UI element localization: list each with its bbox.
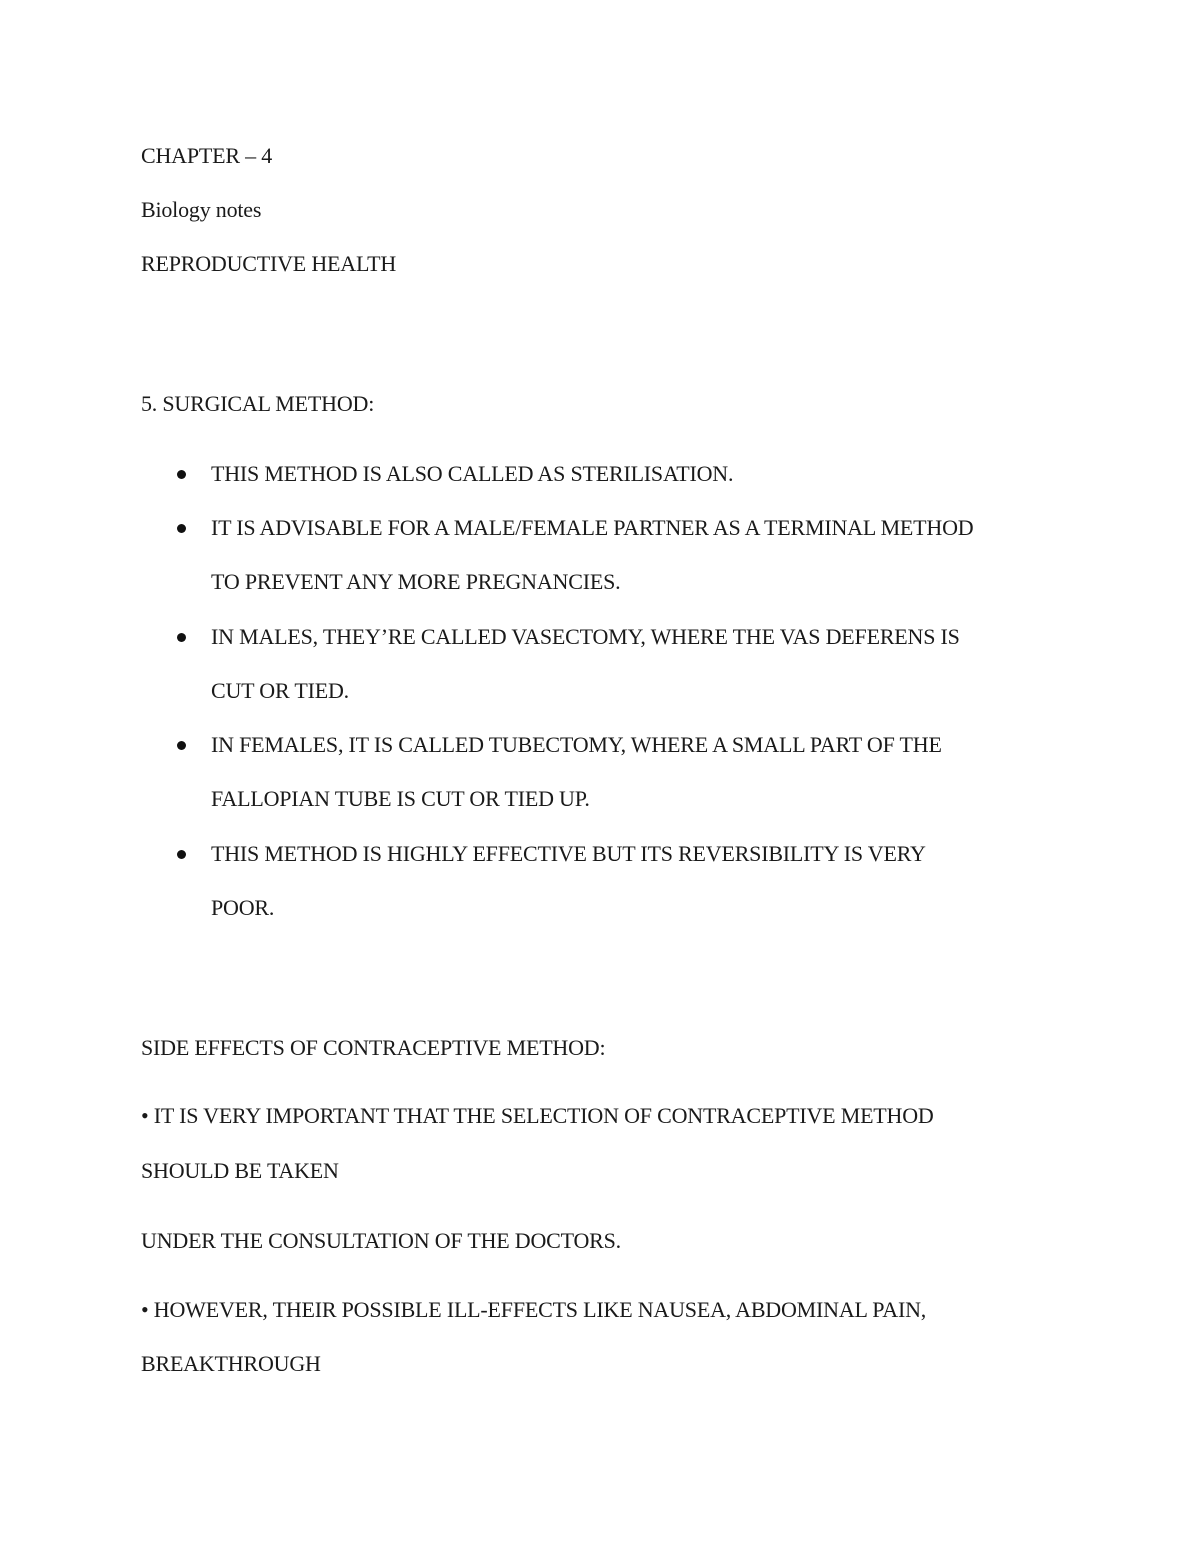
bullet-continuation: POOR. [211,895,275,920]
bullet-icon [177,633,186,642]
bullet-text: IN MALES, THEY’RE CALLED VASECTOMY, WHERE THE VAS DEFERENS IS [211,624,960,649]
bullet-icon [177,524,186,533]
paragraph-line: UNDER THE CONSULTATION OF THE DOCTORS. [141,1228,621,1253]
bullet-text: THIS METHOD IS HIGHLY EFFECTIVE BUT ITS REVERSIBILITY IS VERY [211,841,926,866]
bullet-continuation: CUT OR TIED. [211,678,349,703]
bullet-text: THIS METHOD IS ALSO CALLED AS STERILISATION. [211,461,734,486]
bullet-item [211,732,942,758]
paragraph-line: • IT IS VERY IMPORTANT THAT THE SELECTION OF CONTRACEPTIVE METHOD [141,1103,934,1128]
subject-line: Biology notes [141,197,262,222]
bullet-item [211,515,973,541]
bullet-item [211,624,960,650]
bullet-continuation: FALLOPIAN TUBE IS CUT OR TIED UP. [211,786,590,811]
bullet-icon [177,850,186,859]
side-effects-heading: SIDE EFFECTS OF CONTRACEPTIVE METHOD: [141,1035,606,1060]
bullet-icon [177,741,186,750]
bullet-continuation: TO PREVENT ANY MORE PREGNANCIES. [211,569,621,594]
paragraph-line: BREAKTHROUGH [141,1351,321,1376]
bullet-item [211,841,926,867]
bullet-text: IN FEMALES, IT IS CALLED TUBECTOMY, WHERE A SMALL PART OF THE [211,732,942,757]
paragraph-line: • HOWEVER, THEIR POSSIBLE ILL-EFFECTS LIKE NAUSEA, ABDOMINAL PAIN, [141,1297,927,1322]
bullet-text: IT IS ADVISABLE FOR A MALE/FEMALE PARTNER AS A TERMINAL METHOD [211,515,974,540]
paragraph-line: SHOULD BE TAKEN [141,1158,339,1183]
topic-heading: REPRODUCTIVE HEALTH [141,251,397,276]
bullet-item [211,461,733,487]
bullet-icon [177,470,186,479]
surgical-method-heading: 5. SURGICAL METHOD: [141,391,375,416]
chapter-heading: CHAPTER – 4 [141,143,273,168]
